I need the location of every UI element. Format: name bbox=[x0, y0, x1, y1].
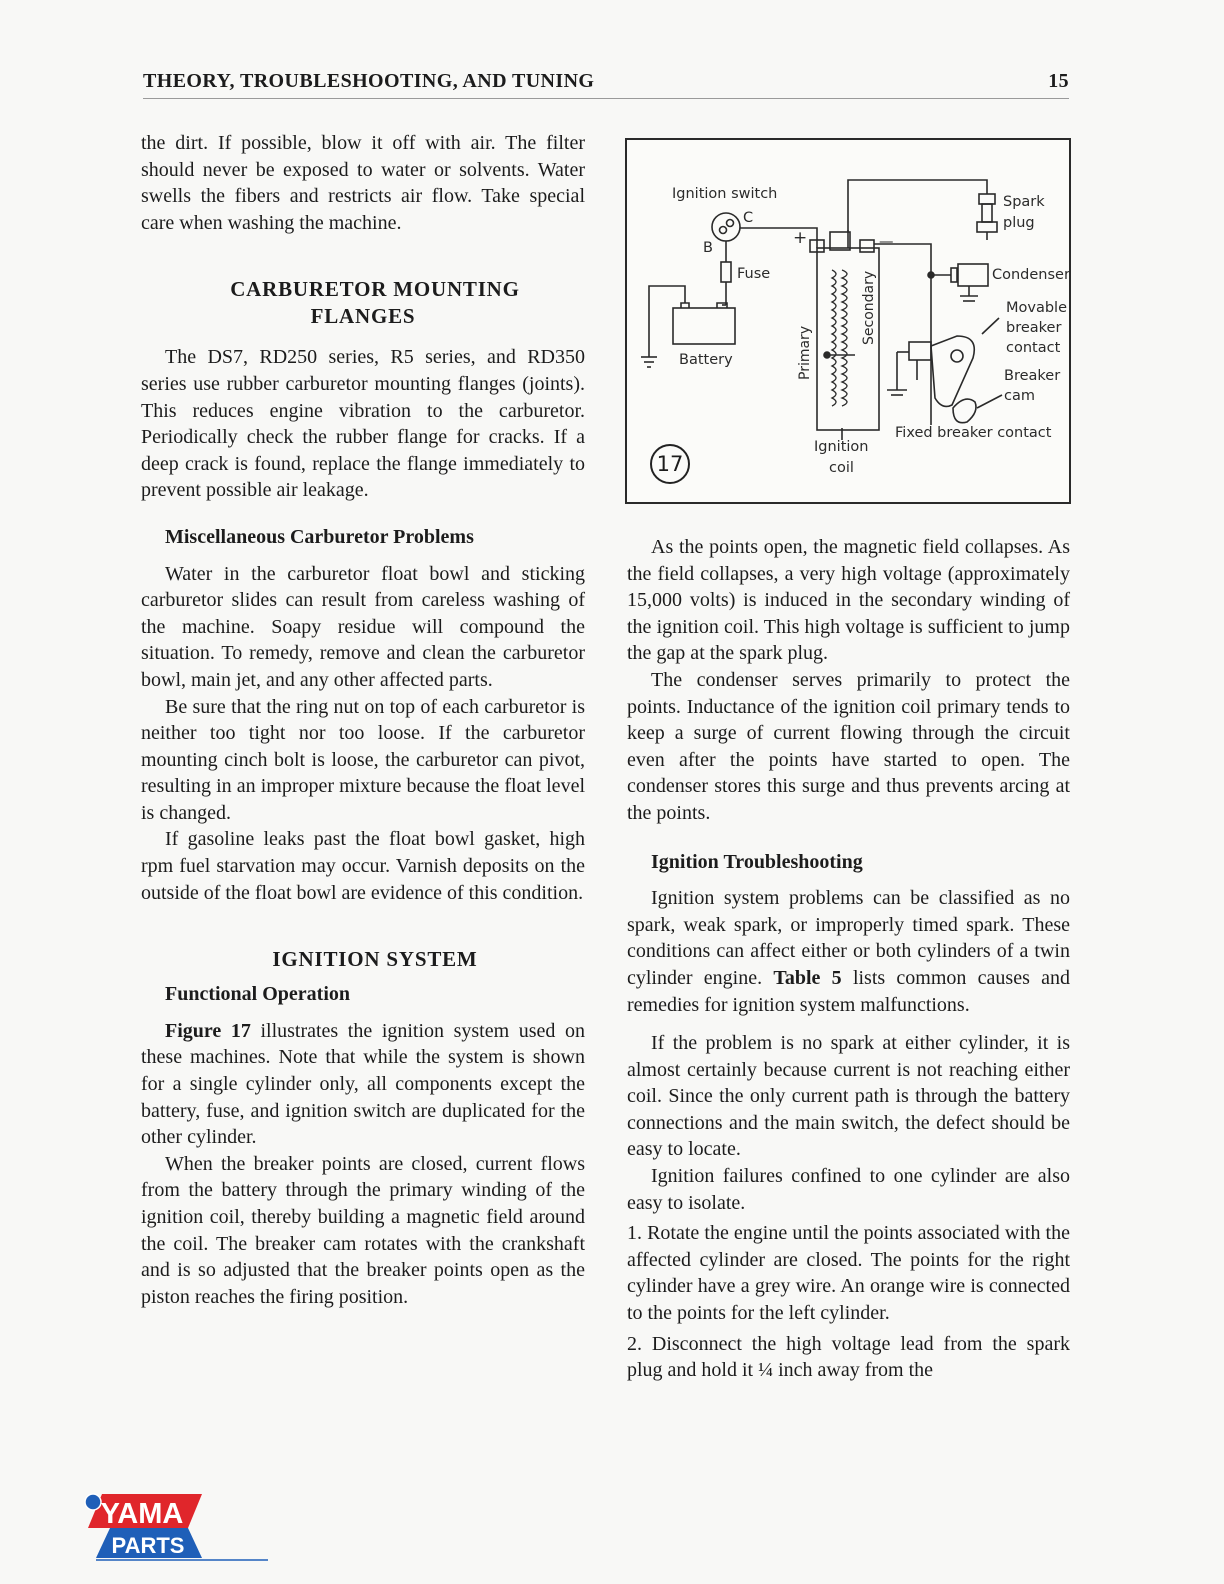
label-c: C bbox=[743, 210, 754, 226]
label-ignition-coil: Ignition bbox=[814, 439, 869, 455]
logo-text: YAMA bbox=[100, 1498, 184, 1530]
figure-ignition-diagram bbox=[625, 138, 1071, 504]
page-header bbox=[143, 68, 1069, 99]
battery-symbol bbox=[673, 308, 735, 344]
fuse-symbol bbox=[721, 262, 731, 282]
label-b: B bbox=[703, 240, 713, 256]
paragraph: When the breaker points are closed, current flows from the battery through the primary winding of the ignition coil, thereby building a magnetic field around the coil. The breaker cam rotates with the crankshaft and is so adjusted that the breaker points open as the piston reaches the firing position. bbox=[141, 1152, 585, 1308]
label-battery: Battery bbox=[679, 352, 733, 368]
subheading-ignition-troubleshooting: Ignition Troubleshooting bbox=[651, 850, 863, 873]
paragraph bbox=[627, 885, 1070, 1018]
heading-line: CARBURETOR MOUNTING bbox=[230, 277, 520, 302]
label-condenser: Condenser bbox=[992, 267, 1070, 283]
list-item: 1. Rotate the engine until the points associated with the affected cylinder are closed. The points for the right cylinder have a grey wire. An orange wire is connected to the points for the left cylinder. bbox=[627, 1222, 1070, 1325]
paragraph: If gasoline leaks past the float bowl gasket, high rpm fuel starvation may occur. Varnish deposits on the outside of the float bowl are evidence of this condition. bbox=[141, 828, 585, 904]
figure-ref: Figure 17 bbox=[165, 1019, 251, 1042]
paragraph: Be sure that the ring nut on top of each carburetor is neither too tight nor too loose. If the carburetor mounting cinch bolt is loose, the carburetor can pivot, resulting in an improper mixture because the float level is changed. bbox=[141, 695, 585, 824]
label-primary: Primary bbox=[797, 325, 813, 380]
section-heading-ignition: IGNITION SYSTEM bbox=[272, 947, 478, 972]
paragraph: Water in the carburetor float bowl and sticking carburetor slides can result from careless washing of the machine. Soapy residue will compound the situation. To remedy, remove and clean the carburetor bowl, main jet, and any other affected parts. bbox=[141, 562, 585, 691]
left-column bbox=[141, 130, 585, 1310]
paragraph-text: illustrates the ignition system used on these machines. Note that while the system is shown for a single cylinder only, all components except the battery, fuse, and ignition switch are duplicated for the other cylinder. bbox=[141, 1019, 585, 1149]
breaker-cam-symbol bbox=[953, 399, 976, 423]
subheading-functional: Functional Operation bbox=[165, 983, 351, 1006]
label-breaker-cam: cam bbox=[1004, 388, 1035, 404]
paragraph: the dirt. If possible, blow it off with air. The filter should never be exposed to water or solvents. Water swells the fibers and restricts air flow. Take special care when washing the machine. bbox=[141, 132, 585, 234]
subheading-misc: Miscellaneous Carburetor Problems bbox=[165, 525, 474, 548]
paragraph: If the problem is no spark at either cylinder, it is almost certainly because current is not reaching either coil. Since the only current path is through the battery connections and the main switch, the defect should be easy to locate. bbox=[627, 1032, 1070, 1161]
page-number: 15 bbox=[1048, 70, 1069, 92]
label-spark-plug: plug bbox=[1003, 215, 1035, 231]
paragraph: Ignition failures confined to one cylinder are also easy to isolate. bbox=[627, 1165, 1070, 1214]
label-spark-plug: Spark bbox=[1003, 194, 1045, 210]
label-ignition-switch: Ignition switch bbox=[672, 186, 778, 202]
paragraph bbox=[141, 1018, 585, 1151]
label-ignition-coil: coil bbox=[829, 460, 854, 476]
label-fixed-breaker: Fixed breaker contact bbox=[895, 425, 1052, 441]
label-movable: Movable bbox=[1006, 300, 1068, 316]
label-secondary: Secondary bbox=[861, 270, 877, 345]
logo-text: PARTS bbox=[111, 1533, 185, 1558]
label-breaker-cam: Breaker bbox=[1004, 368, 1061, 384]
condenser-symbol bbox=[958, 264, 988, 286]
figure-number: 17 bbox=[650, 444, 690, 484]
paragraph-text: Ignition system problems can be classified as no spark, weak spark, or improperly timed spark. These conditions can affect either or both cylinders of a twin cylinder engine. bbox=[627, 887, 1070, 989]
label-movable: breaker bbox=[1006, 320, 1062, 336]
paragraph-text: lists common causes and remedies for ignition system malfunctions. bbox=[627, 966, 1071, 1016]
paragraph: The DS7, RD250 series, R5 series, and RD350 series use rubber carburetor mounting flanges (joints). This reduces engine vibration to the carburetor. Periodically check the rubber flange for cracks. If a deep crack is found, replace the flange immediately to prevent possible air leakage. bbox=[141, 346, 585, 502]
list-item: 2. Disconnect the high voltage lead from the spark plug and hold it ¼ inch away from the bbox=[627, 1332, 1070, 1382]
table-ref: Table 5 bbox=[773, 966, 842, 989]
paragraph: The condenser serves primarily to protect the points. Inductance of the ignition coil primary tends to keep a surge of current flowing through the circuit even after the points have started to open. The condenser stores this surge and thus prevents arcing at the points. bbox=[627, 668, 1070, 824]
yamaparts-logo bbox=[80, 1488, 280, 1564]
section-heading-carburetor bbox=[141, 276, 585, 330]
label-fuse: Fuse bbox=[737, 266, 771, 282]
label-minus: — bbox=[879, 234, 894, 250]
right-column bbox=[627, 534, 1070, 1384]
label-plus: + bbox=[793, 228, 808, 248]
heading-line: FLANGES bbox=[310, 304, 416, 329]
logo-graphic bbox=[80, 1488, 280, 1564]
running-head: THEORY, TROUBLESHOOTING, AND TUNING bbox=[143, 70, 595, 92]
paragraph: As the points open, the magnetic field collapses. As the field collapses, a very high voltage (approximately 15,000 volts) is induced in the secondary winding of the ignition coil. This high voltage is sufficient to jump the gap at the spark plug. bbox=[627, 536, 1070, 665]
breaker-contact-symbol bbox=[909, 342, 931, 360]
label-movable: contact bbox=[1006, 340, 1061, 356]
